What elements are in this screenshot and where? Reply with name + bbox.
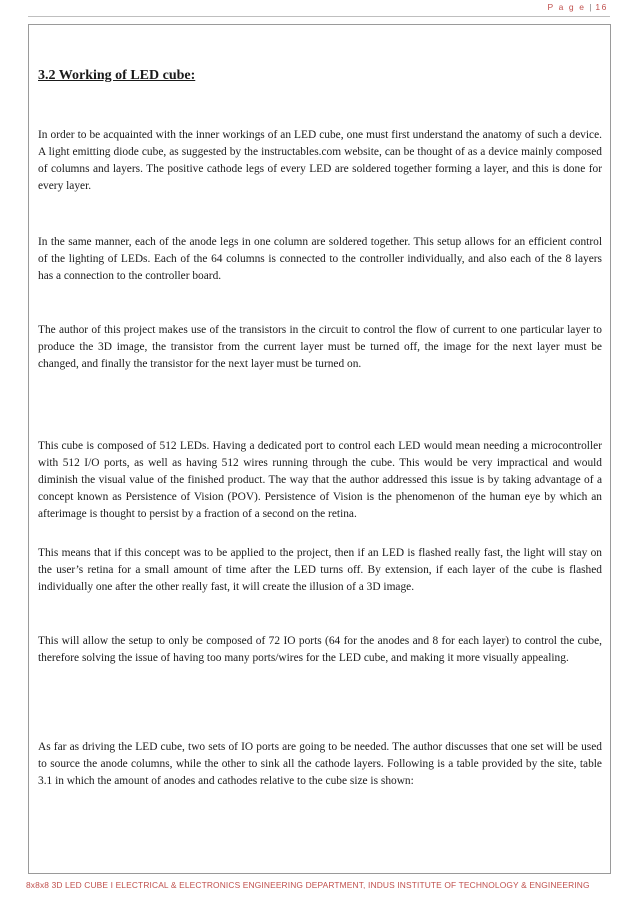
page-label: P a g e bbox=[547, 2, 586, 12]
paragraph-flashing: This means that if this concept was to be applied to the project, then if an LED is flashed really fast, the light will stay on the user’s retina for a small amount of time after the LED turns off. By extension, if each layer of the cube is flashed individually one after the other really fast, it will create the illusion of a 3D image. bbox=[38, 547, 602, 593]
paragraph-driving: As far as driving the LED cube, two sets of IO ports are going to be needed. The author discusses that one set will be used to source the anode columns, while the other to sink all the cathode layers. Following is a table provided by the site, table 3.1 in which the amount of anodes and cathodes relative to the cube size is shown: bbox=[38, 741, 602, 787]
paragraph-anatomy: In order to be acquainted with the inner workings of an LED cube, one must first understand the anatomy of such a device. A light emitting diode cube, as suggested by the instructables.com website, can be thought of as a device mainly composed of columns and layers. The positive cathode legs of every LED are soldered together forming a layer, and this is done for every layer. bbox=[38, 129, 602, 192]
paragraph-persistence-of-vision: This cube is composed of 512 LEDs. Having a dedicated port to control each LED would mean needing a microcontroller with 512 I/O ports, as well as having 512 wires running through the cube. This would be very impractical and would diminish the visual value of the finished product. The way that the author addressed this issue is by taking advantage of a concept known as Persistence of Vision (POV). Persistence of Vision is the phenomenon of the human eye by which an afterimage is thought to persist by a fraction of a second on the retina. bbox=[38, 440, 602, 520]
paragraph-anode-columns: In the same manner, each of the anode legs in one column are soldered together. This setup allows for an efficient control of the lighting of LEDs. Each of the 64 columns is connected to the controller individually, and also each of the 8 layers has a connection to the controller board. bbox=[38, 236, 602, 282]
paragraph-io-ports: This will allow the setup to only be composed of 72 IO ports (64 for the anodes and 8 for each layer) to control the cube, therefore solving the issue of having too many ports/wires for the LED cube, and making it more visually appealing. bbox=[38, 635, 602, 664]
paragraph-transistors: The author of this project makes use of the transistors in the circuit to control the flow of current to one particular layer to produce the 3D image, the transistor from the current layer must be turned off, the image for the next layer must be changed, and finally the transistor for the next layer must be turned on. bbox=[38, 324, 602, 370]
page-number: 16 bbox=[595, 2, 608, 12]
section-title: 3.2 Working of LED cube: bbox=[38, 68, 196, 83]
header-rule bbox=[28, 16, 610, 17]
page-footer: 8x8x8 3D LED CUBE I ELECTRICAL & ELECTRONICS ENGINEERING DEPARTMENT, INDUS INSTITUTE OF TECHNOLOGY & ENGINEERING bbox=[26, 880, 590, 890]
page-number-header bbox=[548, 2, 608, 12]
page-separator: | bbox=[589, 2, 594, 12]
